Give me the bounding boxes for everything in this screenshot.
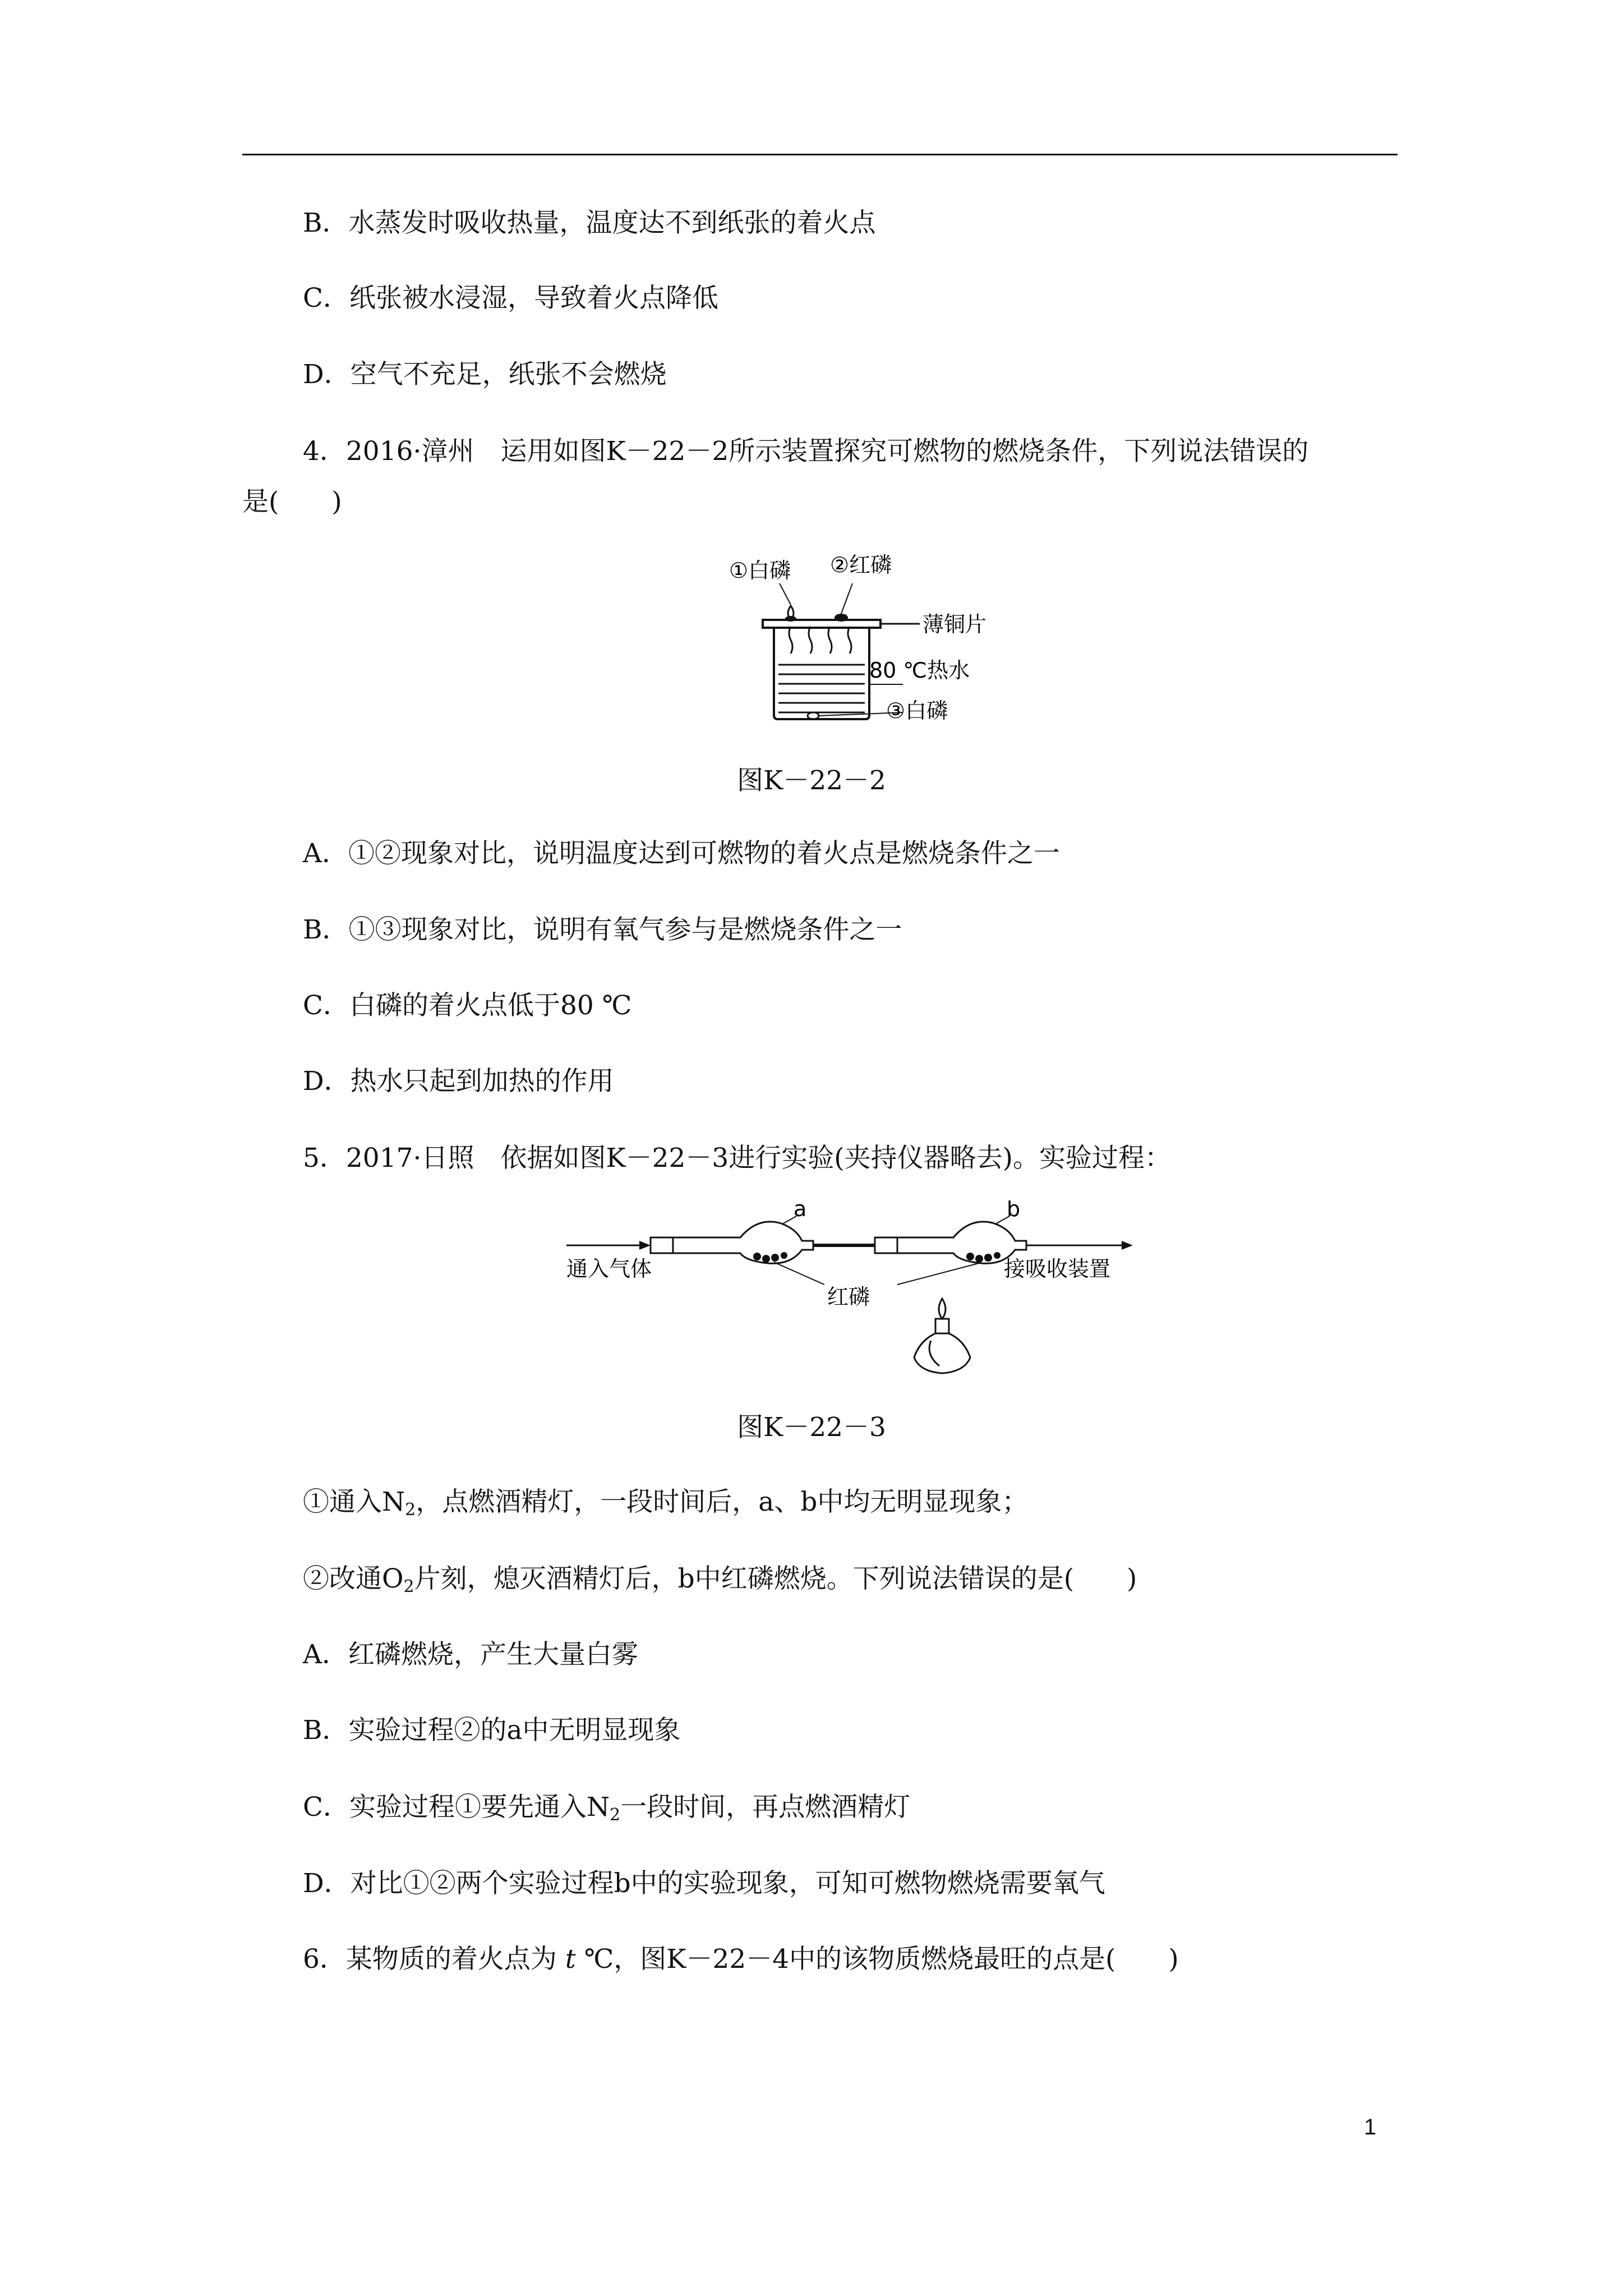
q5-stem: 5．2017·日照 依据如图K－22－3进行实验(夹持仪器略去)。实验过程： <box>303 1143 1171 1174</box>
q5-option-b: B．实验过程②的a中无明显现象 <box>303 1715 681 1746</box>
q4-stem-line2: 是( ) <box>242 486 342 517</box>
steam <box>789 627 851 654</box>
label-red-phosphorus-2: ②红磷 <box>830 553 892 577</box>
red-phosphorus-2 <box>834 614 848 622</box>
q5-step2: ②改通$O_2$片刻，熄灭酒精灯后，b中红磷燃烧。下列说法错误的是( ) <box>303 1563 1137 1596</box>
label-red-phosphorus: 红磷 <box>827 1285 870 1309</box>
arrow-in-icon <box>639 1241 651 1250</box>
label-absorber: 接吸收装置 <box>1004 1257 1111 1281</box>
label-hot-water: 80 ℃热水 <box>869 658 970 683</box>
label-b: b <box>1007 1200 1021 1221</box>
q4-figure-beaker <box>701 544 993 729</box>
q5-figure-caption: 图K－22－3 <box>737 1412 886 1443</box>
option-d-prev: D．空气不充足，纸张不会燃烧 <box>303 359 667 390</box>
q5-step1: ①通入$N_2$，点燃酒精灯，一段时间后，a、b中均无明显现象； <box>303 1487 1029 1520</box>
label-white-phosphorus-3: ③白磷 <box>886 698 948 723</box>
q4-option-d: D．热水只起到加热的作用 <box>303 1066 614 1097</box>
hot-water <box>778 665 865 712</box>
header-rule <box>242 154 1398 155</box>
q5-figure-apparatus <box>561 1200 1144 1391</box>
tube-a <box>651 1222 813 1263</box>
q5-option-c: C．实验过程①要先通入$N_2$一段时间，再点燃酒精灯 <box>303 1792 911 1825</box>
q4-option-b: B．①③现象对比，说明有氧气参与是燃烧条件之一 <box>303 914 902 945</box>
option-c-prev: C．纸张被水浸湿，导致着火点降低 <box>303 283 718 314</box>
q5-option-d: D．对比①②两个实验过程b中的实验现象，可知可燃物燃烧需要氧气 <box>303 1868 1105 1899</box>
page-number: 1 <box>1364 2115 1377 2139</box>
q5-option-a: A．红磷燃烧，产生大量白雾 <box>303 1639 638 1670</box>
q4-option-c: C．白磷的着火点低于80 ℃ <box>303 990 632 1021</box>
arrow-out-icon <box>1122 1241 1133 1250</box>
label-a: a <box>794 1200 807 1221</box>
label-gas-in: 通入气体 <box>566 1257 652 1281</box>
label-white-phosphorus-1: ①白磷 <box>729 558 791 583</box>
q4-figure-caption: 图K－22－2 <box>737 765 886 796</box>
q4-stem-line1: 4．2016·漳州 运用如图K－22－2所示装置探究可燃物的燃烧条件，下列说法错误的 <box>303 436 1309 467</box>
option-b-prev: B．水蒸发时吸收热量，温度达不到纸张的着火点 <box>303 208 876 238</box>
label-copper-sheet: 薄铜片 <box>923 612 987 637</box>
q4-option-a: A．①②现象对比，说明温度达到可燃物的着火点是燃烧条件之一 <box>303 838 1060 869</box>
copper-sheet <box>763 620 880 628</box>
white-phosphorus-1 <box>785 616 796 622</box>
alcohol-lamp <box>914 1299 970 1373</box>
q6-stem: 6．某物质的着火点为 t ℃，图K－22－4中的该物质燃烧最旺的点是( ) <box>303 1944 1179 1975</box>
